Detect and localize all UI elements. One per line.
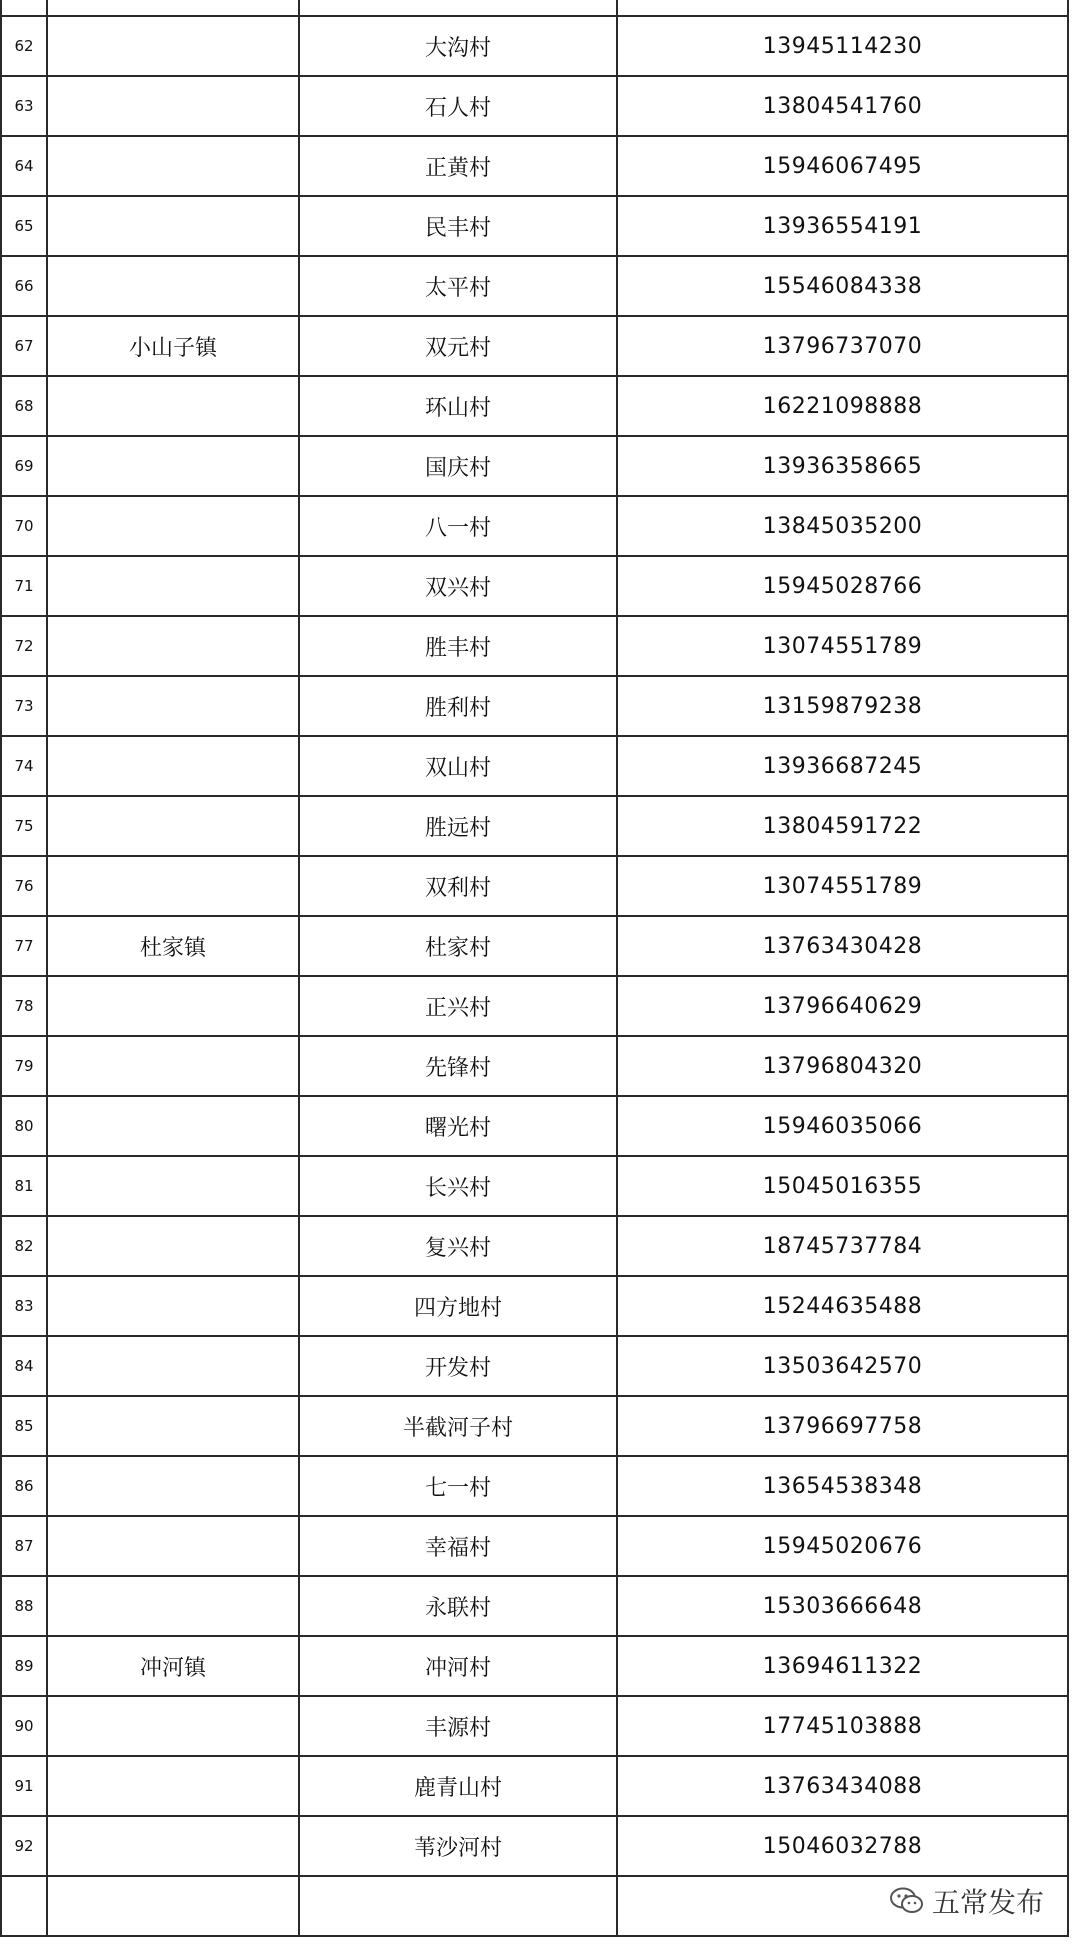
- row-index-cell: 81: [1, 1156, 47, 1216]
- village-cell: 冲河村: [299, 1636, 617, 1696]
- village-cell: 石人村: [299, 76, 617, 136]
- village-cell: 双元村: [299, 316, 617, 376]
- row-index-cell: 75: [1, 796, 47, 856]
- row-index-cell: 62: [1, 16, 47, 76]
- town-cell: [47, 196, 299, 256]
- village-cell: 国庆村: [299, 436, 617, 496]
- table-row: [1, 1636, 1068, 1696]
- village-cell: [299, 1876, 617, 1936]
- village-cell: 八一村: [299, 496, 617, 556]
- table-row: [1, 1276, 1068, 1336]
- phone-cell: 17745103888: [617, 1696, 1068, 1756]
- town-cell: [47, 16, 299, 76]
- town-cell: [47, 136, 299, 196]
- phone-cell: 13074551789: [617, 616, 1068, 676]
- village-cell: 四方地村: [299, 1276, 617, 1336]
- village-cell: 民丰村: [299, 196, 617, 256]
- town-cell: 冲河镇: [47, 1636, 299, 1696]
- row-index-cell: 74: [1, 736, 47, 796]
- phone-cell: 16221098888: [617, 376, 1068, 436]
- row-index-cell: 89: [1, 1636, 47, 1696]
- phone-cell: 13796640629: [617, 976, 1068, 1036]
- village-cell: 双山村: [299, 736, 617, 796]
- phone-cell: 13763430428: [617, 916, 1068, 976]
- phone-cell: 15546084338: [617, 256, 1068, 316]
- village-cell: 太平村: [299, 256, 617, 316]
- village-cell: 鹿青山村: [299, 1756, 617, 1816]
- village-cell: 胜丰村: [299, 616, 617, 676]
- row-index-cell: 63: [1, 76, 47, 136]
- table-row: [1, 976, 1068, 1036]
- watermark-text: 五常发布: [931, 1886, 1044, 1919]
- phone-cell: 13763434088: [617, 1756, 1068, 1816]
- table-row: [1, 16, 1068, 76]
- table-row: [1, 1096, 1068, 1156]
- village-cell: 曙光村: [299, 1096, 617, 1156]
- row-index-cell: [1, 0, 47, 16]
- phone-cell: 15945028766: [617, 556, 1068, 616]
- table-row: [1, 1156, 1068, 1216]
- town-cell: [47, 1696, 299, 1756]
- village-cell: 正黄村: [299, 136, 617, 196]
- town-cell: [47, 1516, 299, 1576]
- village-cell: 双兴村: [299, 556, 617, 616]
- village-cell: 大沟村: [299, 16, 617, 76]
- source-watermark: [884, 1879, 1050, 1923]
- row-index-cell: 82: [1, 1216, 47, 1276]
- town-cell: [47, 1816, 299, 1876]
- table-row: [1, 136, 1068, 196]
- row-index-cell: 71: [1, 556, 47, 616]
- table-row: [1, 376, 1068, 436]
- town-cell: [47, 1156, 299, 1216]
- phone-cell: 13845035200: [617, 496, 1068, 556]
- village-cell: 杜家村: [299, 916, 617, 976]
- phone-cell: 13503642570: [617, 1336, 1068, 1396]
- town-cell: [47, 256, 299, 316]
- village-cell: [299, 0, 617, 16]
- village-cell: 永联村: [299, 1576, 617, 1636]
- table-row: [1, 1456, 1068, 1516]
- village-cell: 苇沙河村: [299, 1816, 617, 1876]
- table-row: [1, 796, 1068, 856]
- row-index-cell: 88: [1, 1576, 47, 1636]
- table-row: [1, 316, 1068, 376]
- table-row: [1, 76, 1068, 136]
- phone-cell: 13804591722: [617, 796, 1068, 856]
- table-row: [1, 1516, 1068, 1576]
- table-row: [1, 856, 1068, 916]
- phone-cell: 13159879238: [617, 676, 1068, 736]
- town-cell: [47, 0, 299, 16]
- phone-cell: 13694611322: [617, 1636, 1068, 1696]
- row-index-cell: 83: [1, 1276, 47, 1336]
- phone-cell: 15244635488: [617, 1276, 1068, 1336]
- row-index-cell: 64: [1, 136, 47, 196]
- row-index-cell: 87: [1, 1516, 47, 1576]
- row-index-cell: 72: [1, 616, 47, 676]
- village-cell: 双利村: [299, 856, 617, 916]
- table-row: [1, 676, 1068, 736]
- row-index-cell: 68: [1, 376, 47, 436]
- phone-cell: 15946067495: [617, 136, 1068, 196]
- table-row: [1, 616, 1068, 676]
- table-row: [1, 196, 1068, 256]
- town-cell: [47, 856, 299, 916]
- phone-cell: 15046032788: [617, 1816, 1068, 1876]
- phone-cell: 13936358665: [617, 436, 1068, 496]
- table-row: [1, 496, 1068, 556]
- town-cell: [47, 1276, 299, 1336]
- table-row: [1, 0, 1068, 16]
- town-cell: [47, 676, 299, 736]
- row-index-cell: 86: [1, 1456, 47, 1516]
- town-cell: [47, 1396, 299, 1456]
- town-cell: [47, 1216, 299, 1276]
- village-cell: 胜远村: [299, 796, 617, 856]
- table-row: [1, 916, 1068, 976]
- phone-cell: 13074551789: [617, 856, 1068, 916]
- village-cell: 丰源村: [299, 1696, 617, 1756]
- table-row: [1, 1216, 1068, 1276]
- town-cell: [47, 976, 299, 1036]
- phone-cell: 15303666648: [617, 1576, 1068, 1636]
- row-index-cell: 85: [1, 1396, 47, 1456]
- phone-cell: 15045016355: [617, 1156, 1068, 1216]
- row-index-cell: 79: [1, 1036, 47, 1096]
- town-cell: [47, 436, 299, 496]
- town-cell: [47, 556, 299, 616]
- table-row: [1, 1576, 1068, 1636]
- phone-cell: 13936554191: [617, 196, 1068, 256]
- town-cell: [47, 616, 299, 676]
- row-index-cell: 65: [1, 196, 47, 256]
- row-index-cell: 70: [1, 496, 47, 556]
- phone-cell: 13654538348: [617, 1456, 1068, 1516]
- village-cell: 胜利村: [299, 676, 617, 736]
- phone-cell: 15946035066: [617, 1096, 1068, 1156]
- table-row: [1, 256, 1068, 316]
- table-row: [1, 1756, 1068, 1816]
- town-cell: [47, 1576, 299, 1636]
- phone-cell: 13945114230: [617, 16, 1068, 76]
- town-cell: [47, 496, 299, 556]
- row-index-cell: 91: [1, 1756, 47, 1816]
- row-index-cell: 92: [1, 1816, 47, 1876]
- row-index-cell: 76: [1, 856, 47, 916]
- row-index-cell: 84: [1, 1336, 47, 1396]
- town-cell: [47, 796, 299, 856]
- table-body: [1, 0, 1068, 1936]
- town-cell: [47, 1456, 299, 1516]
- village-cell: 先锋村: [299, 1036, 617, 1096]
- row-index-cell: [1, 1876, 47, 1936]
- town-cell: [47, 1336, 299, 1396]
- town-cell: [47, 376, 299, 436]
- village-cell: 长兴村: [299, 1156, 617, 1216]
- phone-cell: 13936687245: [617, 736, 1068, 796]
- village-cell: 七一村: [299, 1456, 617, 1516]
- phone-cell: 13796804320: [617, 1036, 1068, 1096]
- table-row: [1, 1396, 1068, 1456]
- village-cell: 环山村: [299, 376, 617, 436]
- table-row: [1, 1036, 1068, 1096]
- table-row: [1, 1336, 1068, 1396]
- town-cell: 小山子镇: [47, 316, 299, 376]
- village-cell: 正兴村: [299, 976, 617, 1036]
- phone-cell: 13804541760: [617, 76, 1068, 136]
- village-cell: 开发村: [299, 1336, 617, 1396]
- phone-cell: 13796697758: [617, 1396, 1068, 1456]
- table-row: [1, 1696, 1068, 1756]
- town-cell: [47, 1036, 299, 1096]
- wechat-icon: [890, 1887, 924, 1915]
- phone-cell: [617, 0, 1068, 16]
- row-index-cell: 66: [1, 256, 47, 316]
- town-cell: [47, 76, 299, 136]
- phone-cell: 15945020676: [617, 1516, 1068, 1576]
- row-index-cell: 73: [1, 676, 47, 736]
- town-cell: [47, 1876, 299, 1936]
- table-row: [1, 1816, 1068, 1876]
- town-cell: 杜家镇: [47, 916, 299, 976]
- row-index-cell: 77: [1, 916, 47, 976]
- row-index-cell: 78: [1, 976, 47, 1036]
- row-index-cell: 90: [1, 1696, 47, 1756]
- phone-cell: 18745737784: [617, 1216, 1068, 1276]
- village-cell: 复兴村: [299, 1216, 617, 1276]
- phone-cell: 13796737070: [617, 316, 1068, 376]
- table-row: [1, 736, 1068, 796]
- table-row: [1, 436, 1068, 496]
- town-cell: [47, 736, 299, 796]
- town-cell: [47, 1096, 299, 1156]
- town-cell: [47, 1756, 299, 1816]
- village-cell: 幸福村: [299, 1516, 617, 1576]
- row-index-cell: 69: [1, 436, 47, 496]
- row-index-cell: 80: [1, 1096, 47, 1156]
- row-index-cell: 67: [1, 316, 47, 376]
- village-cell: 半截河子村: [299, 1396, 617, 1456]
- table-row: [1, 556, 1068, 616]
